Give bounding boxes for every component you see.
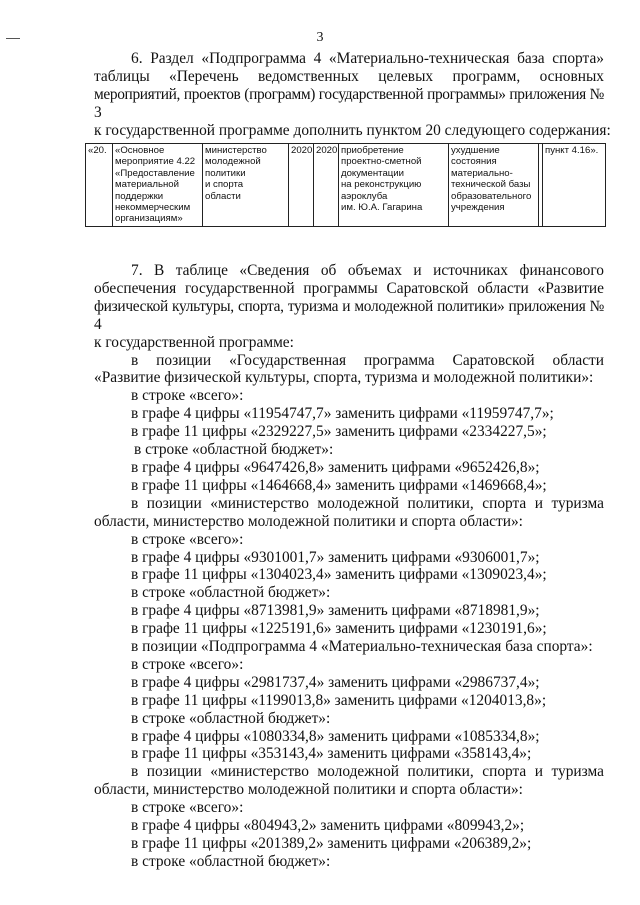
section-7-line: в позиции «Государственная программа Саратовской области xyxy=(131,351,604,369)
cell-event: «Основное мероприятие 4.22 «Предоставление материальной поддержки некоммерческим организациям» xyxy=(113,144,203,227)
section-6-line: мероприятий, проектов (программ) государственной программы» приложения № 3 xyxy=(94,85,604,121)
section-7-line: в строке «областной бюджет»: xyxy=(131,584,331,602)
page-number: 3 xyxy=(316,30,324,45)
section-7-line: в графе 11 цифры «1225191,6» заменить цифрами «1230191,6»; xyxy=(131,620,547,638)
section-6-line: 6. Раздел «Подпрограмма 4 «Материально-техническая база спорта» xyxy=(131,50,604,67)
section-7-line: в строке «областной бюджет»: xyxy=(134,441,334,459)
section-7-line: в графе 4 цифры «9647426,8» заменить цифрами «9652426,8»; xyxy=(131,458,540,476)
cell-consequence: ухудшение состояния материально- технической базы образовательного учреждения xyxy=(449,144,539,227)
cell-link: пункт 4.16». xyxy=(543,144,606,227)
section-7-line: в графе 4 цифры «11954747,7» заменить цифрами «11959747,7»; xyxy=(131,405,554,423)
section-7-line: в позиции «министерство молодежной политики, спорта и туризма xyxy=(131,763,604,781)
section-6 xyxy=(94,50,611,140)
table-row xyxy=(86,144,606,227)
section-7-line: в строке «всего»: xyxy=(131,655,244,673)
insert-table xyxy=(85,143,606,227)
section-7-line: «Развитие физической культуры, спорта, туризма и молодежной политики»: xyxy=(94,369,594,387)
cell-year-start: 2020 xyxy=(289,144,314,227)
section-7-line: области, министерство молодежной политики и спорта области»: xyxy=(94,781,523,799)
cell-number: «20. xyxy=(86,144,113,227)
cell-result: приобретение проектно-сметной документации на реконструкцию аэроклуба им. Ю.А. Гагарина xyxy=(339,144,449,227)
section-7-line: в графе 4 цифры «1080334,8» заменить цифрами «1085334,8»; xyxy=(131,727,540,745)
section-7-line: в строке «всего»: xyxy=(131,387,244,405)
section-7-line: в графе 11 цифры «201389,2» заменить цифрами «206389,2»; xyxy=(131,835,532,852)
section-7-line: в графе 4 цифры «2981737,4» заменить цифрами «2986737,4»; xyxy=(131,673,540,691)
section-7-intro-line: физической культуры, спорта, туризма и молодежной политики» приложения № 4 xyxy=(94,297,604,333)
cell-executor: министерство молодежной политики и спорта области xyxy=(203,144,289,227)
section-7-intro-line: 7. В таблице «Сведения об объемах и источниках финансового xyxy=(131,262,604,279)
section-7-line: в позиции «министерство молодежной политики, спорта и туризма xyxy=(131,494,604,512)
section-7-line: в строке «всего»: xyxy=(131,799,244,817)
section-7-line: в графе 11 цифры «1464668,4» заменить цифрами «1469668,4»; xyxy=(131,476,547,494)
section-7-line: в графе 4 цифры «9301001,7» заменить цифрами «9306001,7»; xyxy=(131,548,540,566)
section-7-line: области, министерство молодежной политики и спорта области»: xyxy=(94,512,523,530)
section-7-line: в графе 11 цифры «2329227,5» заменить цифрами «2334227,5»; xyxy=(131,423,547,441)
section-7-line: в графе 11 цифры «1304023,4» заменить цифрами «1309023,4»; xyxy=(131,566,547,584)
section-7-line: в строке «всего»: xyxy=(131,530,244,548)
cell-year-end: 2020 xyxy=(314,144,339,227)
section-7-line: в позиции «Подпрограмма 4 «Материально-техническая база спорта»: xyxy=(131,638,593,656)
section-7-line: в строке «областной бюджет»: xyxy=(131,852,331,870)
section-7 xyxy=(94,262,604,871)
section-7-line: в графе 4 цифры «804943,2» заменить цифрами «809943,2»; xyxy=(131,817,525,835)
section-7-line: в строке «областной бюджет»: xyxy=(131,709,331,727)
section-7-intro-line: обеспечения государственной программы Саратовской области «Развитие xyxy=(94,279,604,297)
section-7-line: в графе 11 цифры «1199013,8» заменить цифрами «1204013,8»; xyxy=(131,691,547,709)
section-6-line: таблицы «Перечень ведомственных целевых программ, основных xyxy=(94,67,604,85)
section-7-intro-line: к государственной программе: xyxy=(94,333,294,351)
section-6-line: к государственной программе дополнить пунктом 20 следующего содержания: xyxy=(94,121,611,139)
section-7-line: в графе 4 цифры «8713981,9» заменить цифрами «8718981,9»; xyxy=(131,602,540,620)
section-7-line: в графе 11 цифры «353143,4» заменить цифрами «358143,4»; xyxy=(131,745,532,763)
